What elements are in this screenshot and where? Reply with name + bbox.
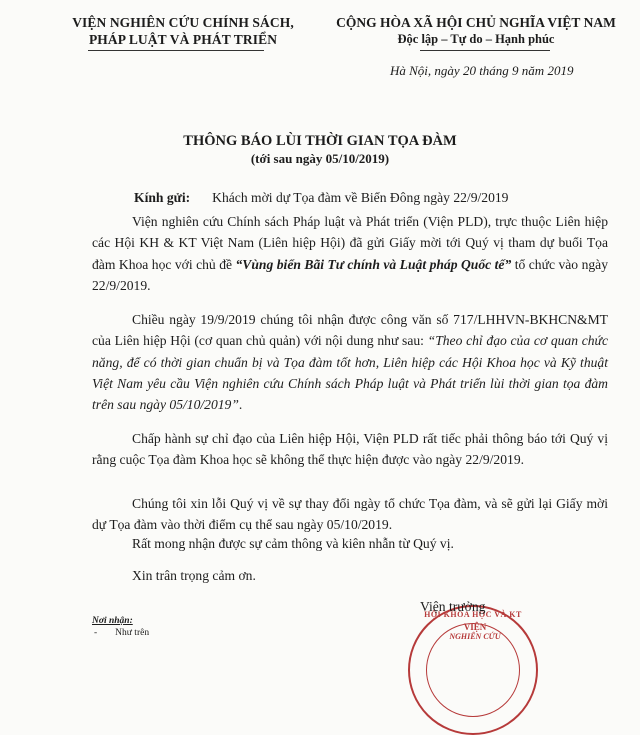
seal-ring-text: HỘI KHOA HỌC VÀ KT [424,610,522,619]
paragraph-1-text-b: tổ chức vào ngày 22/9/2019. [92,256,608,293]
paragraph-1 [92,211,608,296]
motto-underline [420,50,550,51]
signer-title: Viện trưởng [420,599,486,614]
paragraph-4-text: Chúng tôi xin lỗi Quý vị về sự thay đổi ngày tổ chức Tọa đàm, và sẽ gửi lại Giấy mời dự Tọa đàm vào thời điểm cụ thể sau ngày 05/10/2019. [92,496,608,533]
paragraph-3-text: Chấp hành sự chỉ đạo của Liên hiệp Hội, Viện PLD rất tiếc phải thông báo tới Quý vị rằng cuộc Tọa đàm Khoa học sẽ không thể thực hiện được vào ngày 22/9/2019. [92,431,608,468]
paragraph-5: Rất mong nhận được sự cảm thông và kiên nhẫn từ Quý vị. [132,536,454,551]
paragraph-1-quote: “Vùng biển Bãi Tư chính và Luật pháp Quốc tế” [235,256,512,272]
paragraph-2-quote: “Theo chỉ đạo của cơ quan chức năng, để có thời gian chuẩn bị và Tọa đàm tốt hơn, Liên hiệp các Hội Khoa học và Kỹ thuật Việt Nam yêu cầu Viện nghiên cứu Chính sách Pháp luật và Phát triển lùi thời gian tọa đàm trên sau ngày 05/10/2019” [92,333,608,413]
document-title: THÔNG BÁO LÙI THỜI GIAN TỌA ĐÀM [183,133,457,149]
salutation-recipient: Khách mời dự Tọa đàm về Biển Đông ngày 22/9/2019 [212,190,509,205]
org-underline [88,50,264,51]
recipient-dash: - [94,628,98,638]
salutation [134,190,508,206]
recipients-label: Nơi nhận: [92,616,133,626]
seal-center-text-2: NGHIÊN CỨU [449,632,501,641]
salutation-label: Kính gửi: [134,190,191,205]
org-name-line1: VIỆN NGHIÊN CỨU CHÍNH SÁCH, [72,15,294,30]
country-name: CỘNG HÒA XÃ HỘI CHỦ NGHĨA VIỆT NAM [336,15,616,30]
org-name-line2: PHÁP LUẬT VÀ PHÁT TRIỂN [88,32,278,47]
paragraph-2-text-a: Chiều ngày 19/9/2019 chúng tôi nhận được công văn số 717/LHHVN-BKHCN&MT của Liên hiệp Hội (cơ quan chủ quản) với nội dung như sau: [92,312,608,349]
paragraph-3 [92,428,608,471]
national-header [330,14,622,48]
paragraph-2 [92,309,608,415]
org-name [58,14,308,48]
seal-center-text: VIỆN [463,622,487,632]
recipient-item-text: Như trên [115,628,150,638]
document-date: Hà Nội, ngày 20 tháng 9 năm 2019 [390,63,574,78]
recipient-item [94,628,149,638]
paragraph-2-text-b: . [238,397,243,413]
paragraph-6: Xin trân trọng cảm ơn. [132,568,256,583]
national-motto: Độc lập – Tự do – Hạnh phúc [397,32,555,46]
paragraph-4 [92,493,608,536]
document-subtitle: (tới sau ngày 05/10/2019) [250,151,390,166]
paragraph-1-text-a: Viện nghiên cứu Chính sách Pháp luật và Phát triển (Viện PLD), trực thuộc Liên hiệp các Hội KH & KT Việt Nam (Liên hiệp Hội) đã gửi Giấy mời tới Quý vị tham dự buổi Tọa đàm Khoa học với chủ đề [92,214,608,272]
